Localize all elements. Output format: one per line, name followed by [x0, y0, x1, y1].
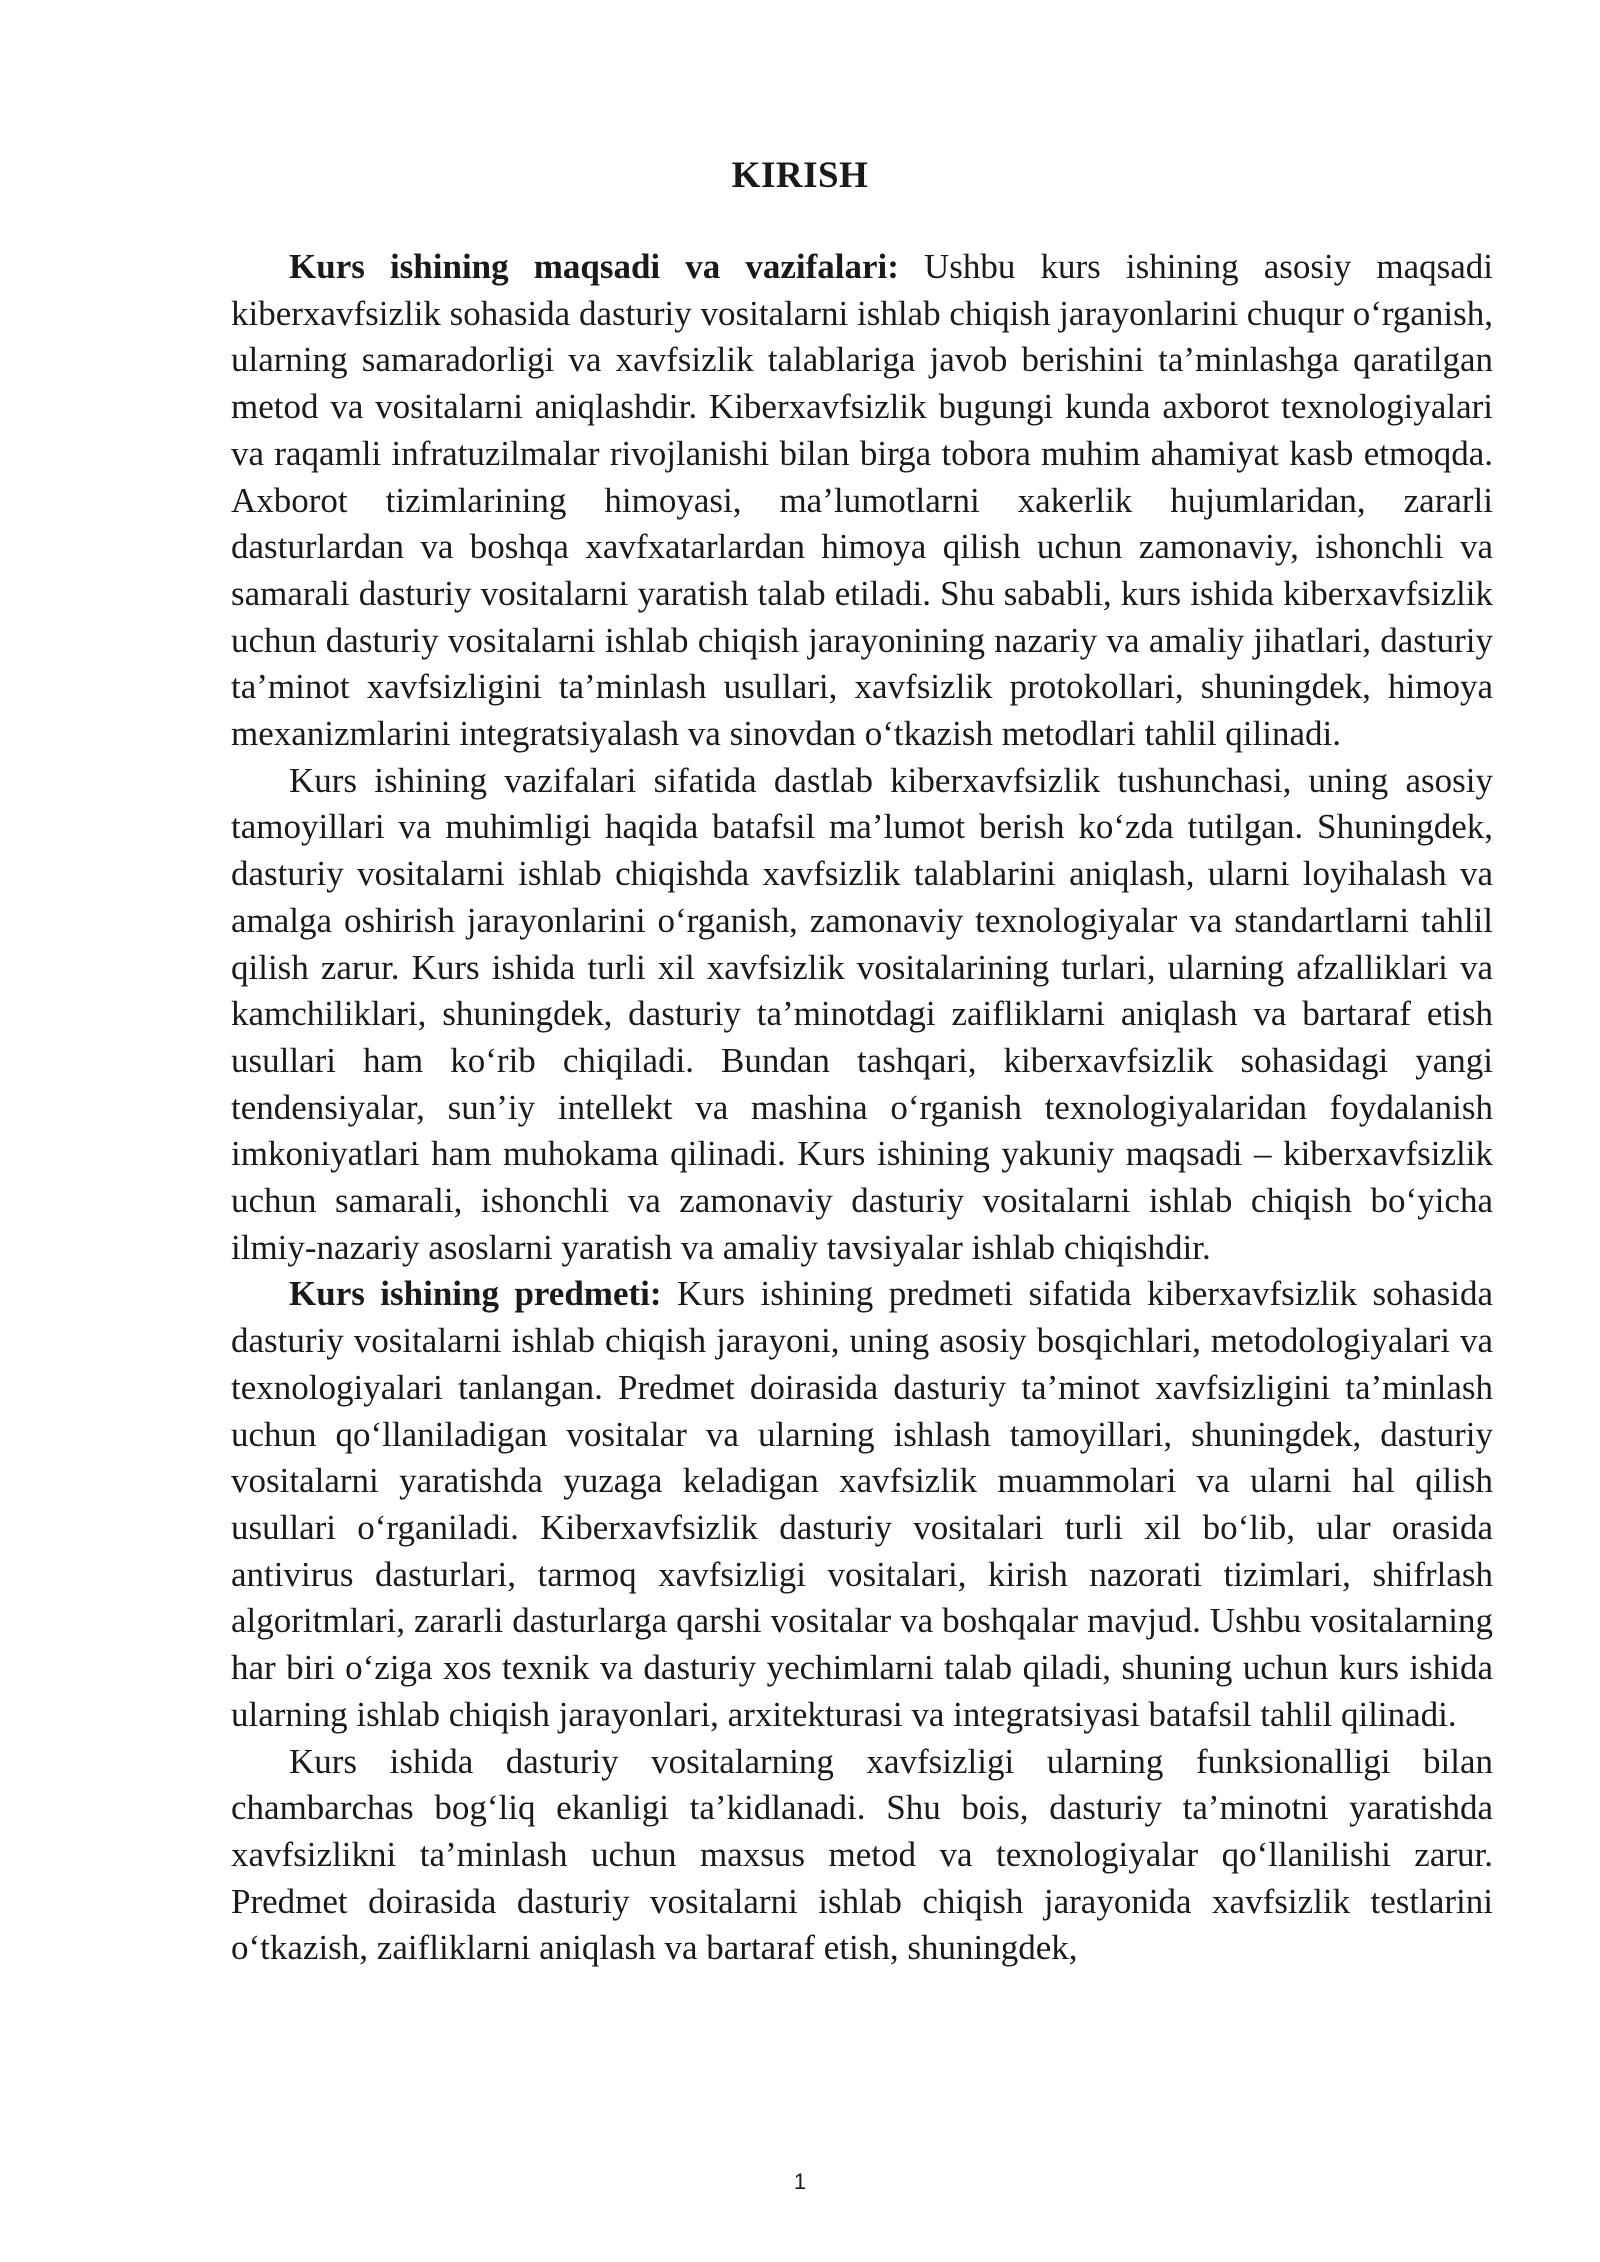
page-number: 1: [793, 2169, 807, 2194]
paragraph-heading: Kurs ishining predmeti:: [289, 1274, 662, 1314]
paragraph-subject: [231, 1271, 1493, 1738]
paragraph-text: Ushbu kurs ishining asosiy maqsadi kiberxavfsizlik sohasida dasturiy vositalarni ishlab chiqish jarayonlarini chuqur o‘rganish, ularning samaradorligi va xavfsizlik talablariga javob berishini ta’minlashga qaratilgan metod va vositalarni aniqlashdir. Kiberxavfsizlik bugungi kunda axborot texnologiyalari va raqamli infratuzilmalar rivojlanishi bilan birga tobora muhim ahamiyat kasb etmoqda. Axborot tizimlarining himoyasi, ma’lumotlarni xakerlik hujumlaridan, zararli dasturlardan va boshqa xavfxatarlardan himoya qilish uchun zamonaviy, ishonchli va samarali dasturiy vositalarni yaratish talab etiladi. Shu sababli, kurs ishida kiberxavfsizlik uchun dasturiy vositalarni ishlab chiqish jarayonining nazariy va amaliy jihatlari, dasturiy ta’minot xavfsizligini ta’minlash usullari, xavfsizlik protokollari, shuningdek, himoya mexanizmlarini integratsiyalash va sinovdan o‘tkazish metodlari tahlil qilinadi.: [231, 247, 1493, 754]
document-body: [231, 244, 1493, 1972]
paragraph-heading: Kurs ishining maqsadi va vazifalari:: [289, 247, 899, 286]
paragraph-text: Kurs ishida dasturiy vositalarning xavfsizligi ularning funksionalligi bilan chambarchas bog‘liq ekanligi ta’kidlanadi. Shu bois, dasturiy ta’minotni yaratishda xavfsizlikni ta’minlash uchun maxsus metod va texnologiyalar qo‘llanilishi zarur. Predmet doirasida dasturiy vositalarni ishlab chiqish jarayonida xavfsizlik testlarini o‘tkazish, zaifliklarni aniqlash va bartaraf etish, shuningdek,: [231, 1741, 1493, 1968]
page-title: KIRISH: [731, 155, 869, 196]
paragraph-text: Kurs ishining vazifalari sifatida dastlab kiberxavfsizlik tushunchasi, uning asosiy tamoyillari va muhimligi haqida batafsil ma’lumot berish ko‘zda tutilgan. Shuningdek, dasturiy vositalarni ishlab chiqishda xavfsizlik talablarini aniqlash, ularni loyihalash va amalga oshirish jarayonlarini o‘rganish, zamonaviy texnologiyalar va standartlarni tahlil qilish zarur. Kurs ishida turli xil xavfsizlik vositalarining turlari, ularning afzalliklari va kamchiliklari, shuningdek, dasturiy ta’minotdagi zaifliklarni aniqlash va bartaraf etish usullari ham ko‘rib chiqiladi. Bundan tashqari, kiberxavfsizlik sohasidagi yangi tendensiyalar, sun’iy intellekt va mashina o‘rganish texnologiyalaridan foydalanish imkoniyatlari ham muhokama qilinadi. Kurs ishining yakuniy maqsadi – kiberxavfsizlik uchun samarali, ishonchli va zamonaviy dasturiy vositalarni ishlab chiqish bo‘yicha ilmiy-nazariy asoslarni yaratish va amaliy tavsiyalar ishlab chiqishdir.: [231, 760, 1493, 1267]
paragraph-security: [231, 1739, 1493, 1973]
paragraph-tasks: [231, 758, 1493, 1272]
paragraph-text: Kurs ishining predmeti sifatida kiberxavfsizlik sohasida dasturiy vositalarni ishlab chiqish jarayoni, uning asosiy bosqichlari, metodologiyalari va texnologiyalari tanlangan. Predmet doirasida dasturiy ta’minot xavfsizligini ta’minlash uchun qo‘llaniladigan vositalar va ularning ishlash tamoyillari, shuningdek, dasturiy vositalarni yaratishda yuzaga keladigan xavfsizlik muammolari va ularni hal qilish usullari o‘rganiladi. Kiberxavfsizlik dasturiy vositalari turli xil bo‘lib, ular orasida antivirus dasturlari, tarmoq xavfsizligi vositalari, kirish nazorati tizimlari, shifrlash algoritmlari, zararli dasturlarga qarshi vositalar va boshqalar mavjud. Ushbu vositalarning har biri o‘ziga xos texnik va dasturiy yechimlarni talab qiladi, shuning uchun kurs ishida ularning ishlab chiqish jarayonlari, arxitekturasi va integratsiyasi batafsil tahlil qilinadi.: [231, 1274, 1493, 1734]
paragraph-goals: [231, 244, 1493, 758]
